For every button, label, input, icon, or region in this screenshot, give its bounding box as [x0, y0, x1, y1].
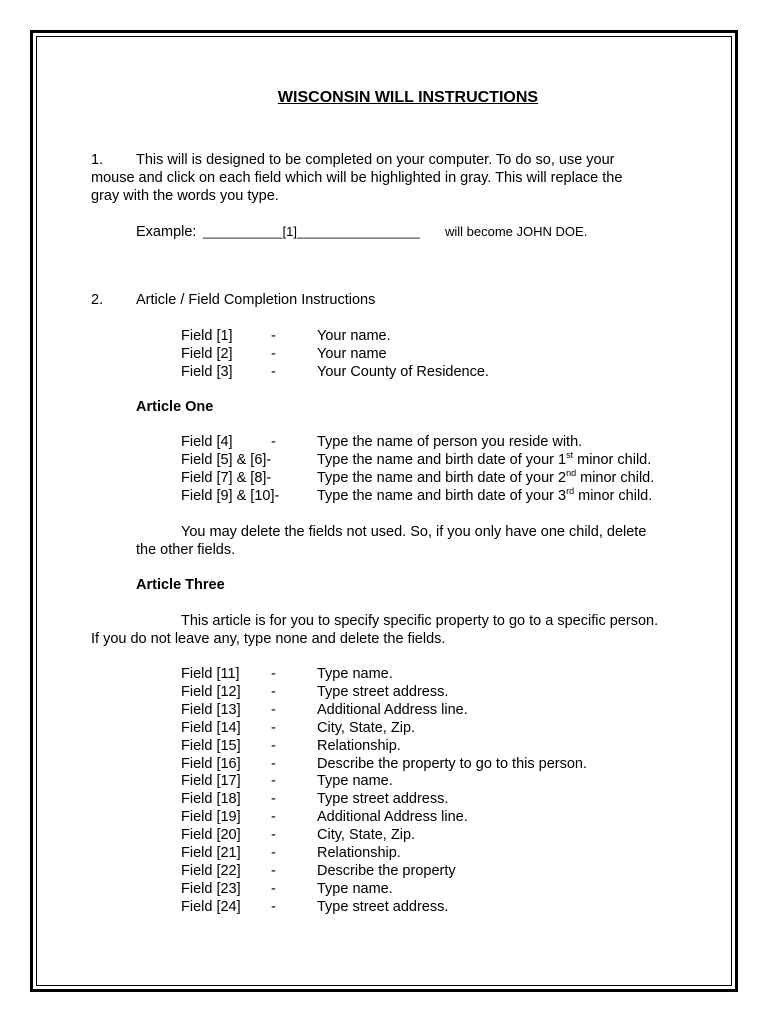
field-label: Field [23] — [181, 880, 241, 897]
field-label: Field [12] — [181, 683, 241, 700]
field-description: Your name — [317, 346, 387, 362]
section-1-line-3: gray with the words you type. — [91, 188, 279, 204]
field-label: Field [13] — [181, 701, 241, 718]
field-label: Field [19] — [181, 809, 241, 826]
field-description: Type street address. — [317, 898, 449, 915]
field-description: Type name. — [317, 666, 393, 682]
section-1-line-1: This will is designed to be completed on your computer. To do so, use your — [136, 152, 615, 168]
field-description: Your County of Residence. — [317, 364, 489, 380]
field-label: Field [9] & [10]- — [181, 488, 280, 504]
article-one-note-line-2: the other fields. — [136, 542, 236, 558]
field-description: Type name. — [317, 880, 393, 897]
ordinal-suffix: st — [566, 450, 574, 461]
field-description: City, State, Zip. — [317, 827, 416, 844]
field-label: Field [22] — [181, 862, 241, 879]
field-label: Field [2] — [181, 346, 233, 362]
field-description-text: Type the name and birth date of your 2 — [317, 470, 567, 486]
field-dash: - — [271, 845, 276, 861]
article-one-note-line-1: You may delete the fields not used. So, if you only have one child, delete — [181, 524, 647, 540]
field-description: Additional Address line. — [317, 809, 468, 826]
field-label: Field [5] & [6]- — [181, 452, 272, 468]
field-label: Field [18] — [181, 791, 241, 808]
field-description: Additional Address line. — [317, 701, 468, 718]
field-dash: - — [271, 880, 276, 897]
field-dash: - — [271, 346, 276, 362]
field-label: Field [21] — [181, 845, 241, 861]
field-dash: - — [271, 827, 276, 844]
article-three-heading: Article Three — [136, 577, 225, 593]
field-description-tail: minor child. — [576, 470, 655, 486]
field-dash: - — [271, 666, 276, 682]
field-dash: - — [271, 719, 276, 736]
example-field[interactable]: ___________[1]_________________ — [203, 224, 420, 239]
field-dash: - — [271, 364, 276, 380]
field-label: Field [20] — [181, 827, 241, 844]
section-2-number: 2. — [91, 292, 104, 308]
field-label: Field [24] — [181, 898, 241, 915]
field-dash: - — [271, 773, 276, 790]
field-description-text: Type the name and birth date of your 1 — [317, 452, 567, 468]
field-label: Field [4] — [181, 434, 233, 450]
field-label: Field [3] — [181, 364, 233, 380]
document-title: WISCONSIN WILL INSTRUCTIONS — [277, 89, 539, 106]
field-dash: - — [271, 701, 276, 718]
field-description: City, State, Zip. — [317, 719, 416, 736]
example-result: will become JOHN DOE. — [445, 224, 588, 239]
field-description: Your name. — [317, 328, 391, 344]
field-label: Field [7] & [8]- — [181, 470, 272, 486]
section-1-line-2: mouse and click on each field which will be highlighted in gray. This will replace the — [91, 170, 623, 186]
field-description: Describe the property — [317, 862, 456, 879]
field-dash: - — [271, 791, 276, 808]
field-description: Relationship. — [317, 845, 401, 861]
field-label: Field [14] — [181, 719, 241, 736]
ordinal-suffix: nd — [566, 468, 577, 479]
field-description: Type the name of person you reside with. — [317, 434, 583, 450]
field-description: Type street address. — [317, 791, 449, 808]
field-dash: - — [271, 809, 276, 826]
field-label: Field [11] — [181, 666, 240, 682]
field-dash: - — [271, 737, 276, 754]
article-three-para-line-1: This article is for you to specify specific property to go to a specific person. — [181, 613, 659, 629]
field-label: Field [1] — [181, 328, 233, 344]
field-label: Field [16] — [181, 755, 241, 772]
field-description: Type name. — [317, 773, 393, 790]
article-one-heading: Article One — [136, 399, 214, 415]
field-dash: - — [271, 862, 276, 879]
field-dash: - — [271, 328, 276, 344]
field-description — [317, 487, 652, 505]
example-label: Example: — [136, 224, 197, 240]
article-three-para-line-2: If you do not leave any, type none and delete the fields. — [91, 631, 446, 647]
field-dash: - — [271, 898, 276, 915]
field-description-tail: minor child. — [573, 452, 652, 468]
field-dash: - — [271, 434, 276, 450]
ordinal-suffix: rd — [566, 486, 575, 497]
field-dash: - — [271, 755, 276, 772]
field-description — [317, 451, 651, 469]
field-label: Field [17] — [181, 773, 241, 790]
field-description: Describe the property to go to this person. — [317, 755, 588, 772]
field-description: Type street address. — [317, 683, 449, 700]
section-2-heading: Article / Field Completion Instructions — [136, 292, 376, 308]
field-description — [317, 469, 654, 487]
section-1-number: 1. — [91, 152, 104, 168]
field-description-text: Type the name and birth date of your 3 — [317, 488, 567, 504]
field-description: Relationship. — [317, 737, 401, 754]
field-dash: - — [271, 683, 276, 700]
field-label: Field [15] — [181, 737, 241, 754]
field-description-tail: minor child. — [574, 488, 653, 504]
